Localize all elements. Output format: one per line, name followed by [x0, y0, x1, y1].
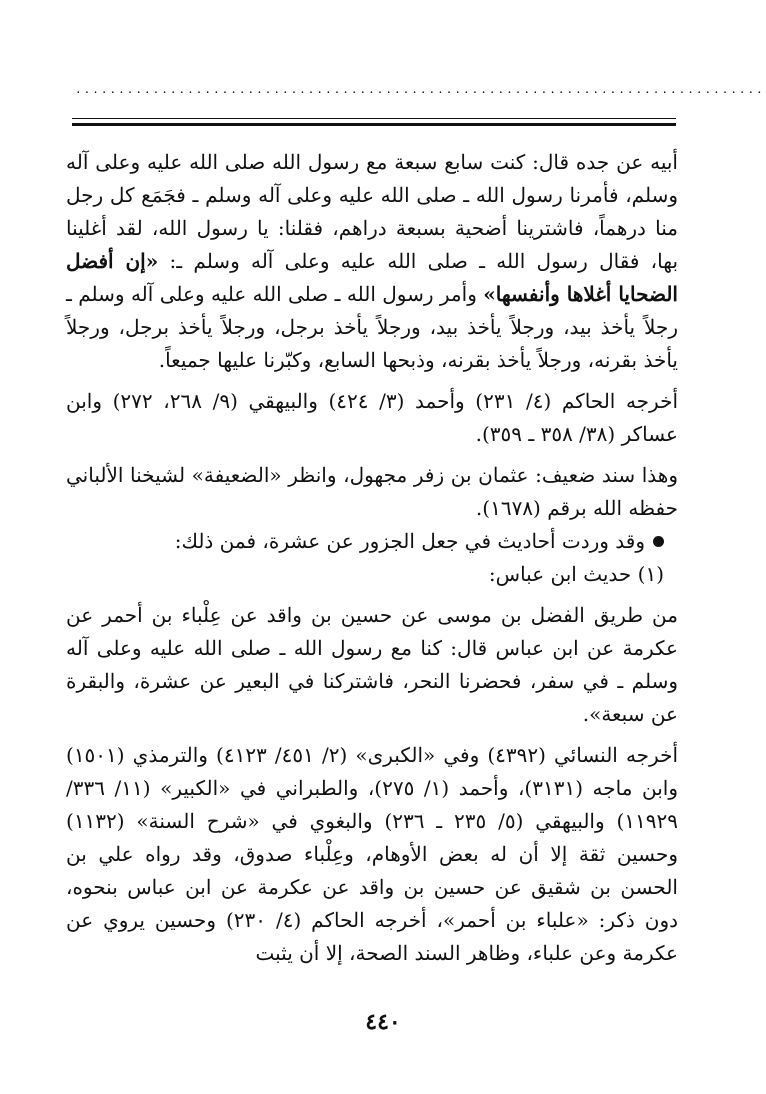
- header-dotted-line: ................................................................................: [75, 83, 765, 96]
- bullet-icon: [653, 536, 664, 547]
- page-body: [66, 146, 678, 970]
- isnad-grading-paragraph: وهذا سند ضعيف: عثمان بن زفر مجهول، وانظر «الضعيفة» لشيخنا الألباني حفظه الله برقم (١٦٧٨).: [66, 463, 678, 520]
- header-rule-thin: [72, 118, 676, 119]
- hadith-quote: «إن أفضل الضحايا أغلاها وأنفسها»: [66, 249, 678, 306]
- page-number: ٤٤٠: [365, 1009, 401, 1035]
- hadith-text: أبيه عن جده قال: كنت سابع سبعة مع رسول الله صلى الله عليه وعلى آله وسلم، فأمرنا رسول الله ـ صلى الله عليه وعلى آله وسلم ـ فجَمَع كل رجل منا درهماً، فاشترينا أضحية بسبعة دراهم، فقلنا: يا رسول الله، لقد أغلينا بها، فقال رسول الله ـ صلى الله عليه وعلى آله وسلم ـ:: [66, 150, 679, 273]
- takhrij-paragraph: أخرجه الحاكم (٤/ ٢٣١) وأحمد (٣/ ٤٢٤) والبيهقي (٩/ ٢٦٨، ٢٧٢) وابن عساكر (٣٨/ ٣٥٨ ـ ٣٥٩).: [66, 389, 679, 446]
- header-rule-thick: [72, 123, 676, 126]
- ibn-abbas-takhrij-paragraph: أخرجه النسائي (٤٣٩٢) وفي «الكبرى» (٢/ ٤٥١/ ٤١٢٣) والترمذي (١٥٠١) وابن ماجه (٣١٣١)، وأحمد (١/ ٢٧٥)، والطبراني في «الكبير» (١١/ ٣٣٦/ ١١٩٢٩) والبيهقي (٥/ ٢٣٥ ـ ٢٣٦) والبغوي في «شرح السنة» (١١٣٢) وحسين ثقة إلا أن له بعض الأوهام، وعِلْباء صدوق، وقد رواه علي بن الحسن بن شقيق عن حسين بن واقد عن عكرمة عن ابن عباس بنحوه، دون ذكر: «علباء بن أحمر»، أخرجه الحاكم (٤/ ٢٣٠) وحسين يروي عن عكرمة وعن علباء، وظاهر السند الصحة، إلا أن يثبت: [66, 743, 679, 965]
- ibn-abbas-hadith-paragraph: من طريق الفضل بن موسى عن حسين بن واقد عن عِلْباء بن أحمر عن عكرمة عن ابن عباس قال: كنا مع رسول الله ـ صلى الله عليه وعلى آله وسلم ـ في سفر، فحضرنا النحر، فاشتركنا في البعير عن عشرة، والبقرة عن سبعة».: [66, 603, 678, 726]
- subsection-heading: (١) حديث ابن عباس:: [488, 562, 664, 586]
- section-intro: [66, 525, 678, 558]
- hadith-continuation: وأمر رسول الله ـ صلى الله عليه وعلى آله وسلم ـ رجلاً يأخذ بيد، ورجلاً يأخذ بيد، ورجلاً يأخذ برجل، ورجلاً يأخذ برجل، ورجلاً يأخذ بقرنه، ورجلاً يأخذ بقرنه، وذبحها السابع، وكبّرنا عليها جميعاً.: [66, 282, 678, 372]
- hadith-paragraph: [66, 146, 678, 377]
- section-intro-text: وقد وردت أحاديث في جعل الجزور عن عشرة، فمن ذلك:: [174, 529, 645, 553]
